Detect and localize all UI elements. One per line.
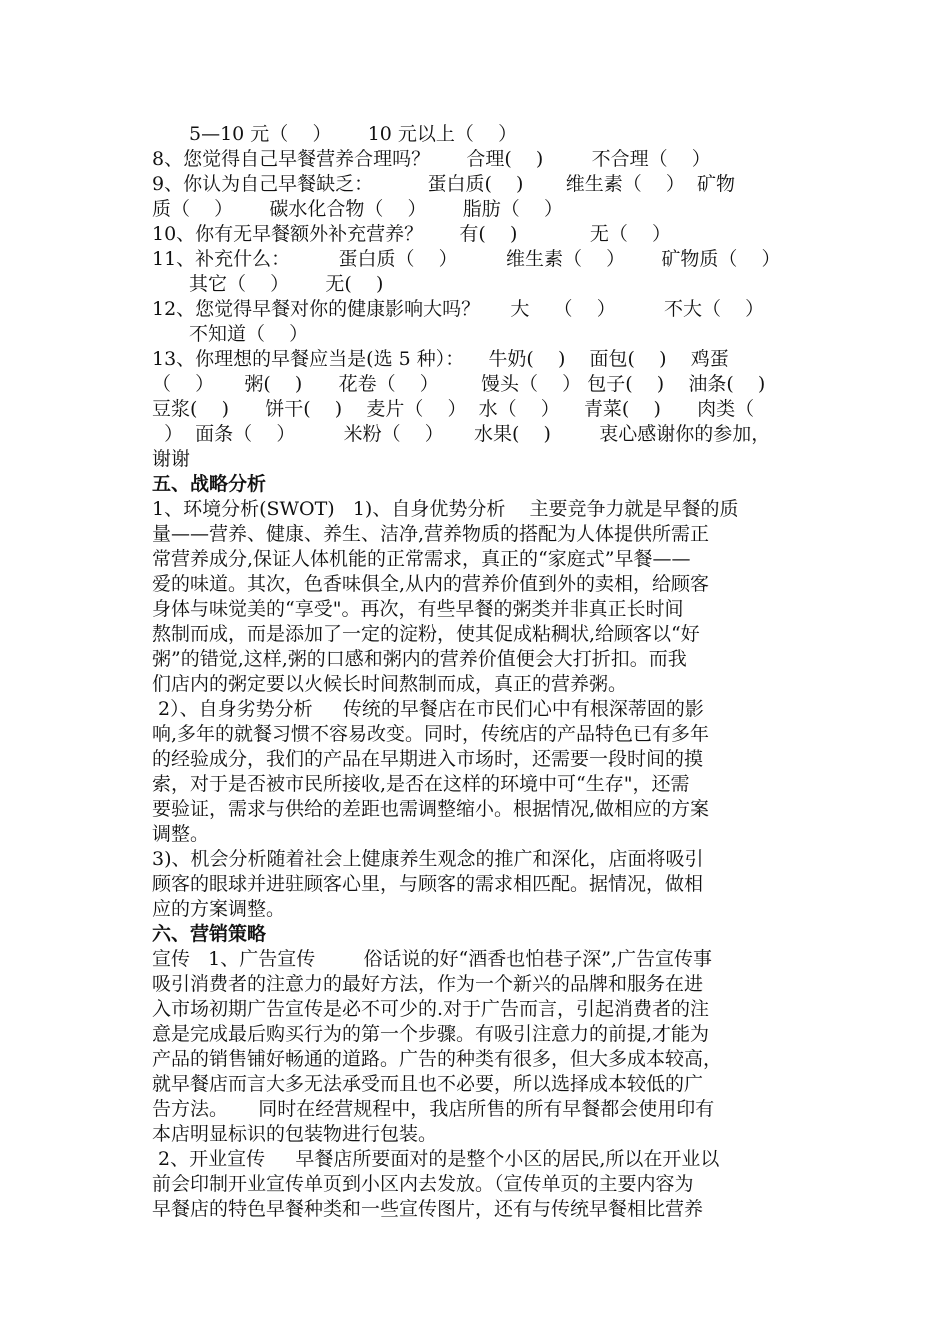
section-6-paragraph-2 [152,1147,812,1222]
paragraph-line: 意是完成最后购买行为的第一个步骤。有吸引注意力的前提,才能为 [152,1023,710,1045]
survey-q12-line1: 12、您觉得早餐对你的健康影响大吗？ 大 （ ） 不大（ ） [152,298,765,320]
paragraph-line: 的经验成分，我们的产品在早期进入市场时，还需要一段时间的摸 [152,748,704,770]
section-5-paragraph-2 [152,697,812,847]
section-6-paragraph-1 [152,947,812,1147]
survey-q13-line3: 豆浆( ) 饼干( ) 麦片（ ） 水（ ） 青菜( ) 肉类（ [152,398,755,420]
section-5-heading: 五、战略分析 [152,473,267,495]
survey-q13-line5: 谢谢 [152,448,191,470]
survey-q8: 8、您觉得自己早餐营养合理吗？ 合理( ) 不合理（ ） [152,148,711,170]
paragraph-line: 3)、机会分析随着社会上健康养生观念的推广和深化，店面将吸引 [152,848,704,870]
paragraph-line: 吸引消费者的注意力的最好方法，作为一个新兴的品牌和服务在进 [152,973,704,995]
paragraph-line: 前会印制开业宣传单页到小区内去发放。（宣传单页的主要内容为 [152,1173,694,1195]
section-5-paragraph-3 [152,847,812,922]
paragraph-line: 告方法。 同时在经营规程中，我店所售的所有早餐都会使用印有 [152,1098,715,1120]
paragraph-line: 就早餐店而言大多无法承受而且也不必要，所以选择成本较低的广 [152,1073,704,1095]
survey-q11-line2: 其它（ ） 无( ) [189,273,384,295]
paragraph-line: 顾客的眼球并进驻顾客心里，与顾客的需求相匹配。据情况，做相 [152,873,704,895]
paragraph-line: 索，对于是否被市民所接收,是否在这样的环境中可“生存"，还需 [152,773,690,795]
paragraph-line: 2、开业宣传 早餐店所要面对的是整个小区的居民,所以在开业以 [152,1148,720,1170]
paragraph-line: 要验证，需求与供给的差距也需调整缩小。根据情况,做相应的方案 [152,798,710,820]
paragraph-line: 响,多年的就餐习惯不容易改变。同时，传统店的产品特色已有多年 [152,723,710,745]
paragraph-line: 们店内的粥定要以火候长时间熬制而成，真正的营养粥。 [152,673,628,695]
survey-q13-line4: ） 面条（ ） 米粉（ ） 水果( ) 衷心感谢你的参加， [152,423,771,445]
paragraph-line: 2）、自身劣势分析 传统的早餐店在市民们心中有根深蒂固的影 [152,698,704,720]
paragraph-line: 宣传 1、广告宣传 俗话说的好“酒香也怕巷子深”,广告宣传事 [152,948,712,970]
paragraph-line: 应的方案调整。 [152,898,286,920]
survey-q7-continued: 5—10 元（ ） 10 元以上（ ） [189,123,518,145]
paragraph-line: 早餐店的特色早餐种类和一些宣传图片，还有与传统早餐相比营养 [152,1198,704,1220]
section-6-heading: 六、营销策略 [152,923,267,945]
paragraph-line: 量——营养、健康、养生、洁净,营养物质的搭配为人体提供所需正 [152,523,710,545]
section-5-paragraph-1 [152,497,812,697]
survey-q10: 10、你有无早餐额外补充营养？ 有( ) 无（ ） [152,223,672,245]
paragraph-line: 入市场初期广告宣传是必不可少的.对于广告而言，引起消费者的注 [152,998,710,1020]
paragraph-line: 身体与味觉美的“享受"。再次，有些早餐的粥类并非真正长时间 [152,598,684,620]
paragraph-line: 本店明显标识的包装物进行包装。 [152,1123,438,1145]
paragraph-line: 粥”的错觉,这样,粥的口感和粥内的营养价值便会大打折扣。而我 [152,648,687,670]
paragraph-line: 调整。 [152,823,210,845]
survey-q12-line2: 不知道（ ） [189,323,309,345]
paragraph-line: 熬制而成，而是添加了一定的淀粉，使其促成粘稠状,给顾客以“好 [152,623,700,645]
survey-q13-line2: （ ） 粥( ) 花卷（ ） 馒头（ ） 包子( ) 油条( ) [152,373,766,395]
paragraph-line: 爱的味道。其次，色香味俱全,从内的营养价值到外的卖相，给顾客 [152,573,710,595]
survey-q11-line1: 11、补充什么： 蛋白质（ ） 维生素（ ） 矿物质（ ） [152,248,781,270]
paragraph-line: 产品的销售铺好畅通的道路。广告的种类有很多，但大多成本较高， [152,1048,723,1070]
paragraph-line: 常营养成分,保证人体机能的正常需求，真正的“家庭式”早餐—— [152,548,691,570]
survey-q13-line1: 13、你理想的早餐应当是(选 5 种）： 牛奶( ) 面包( ) 鸡蛋 [152,348,729,370]
paragraph-line: 1、环境分析(SWOT) 1)、自身优势分析 主要竞争力就是早餐的质 [152,498,739,520]
survey-q9-line2: 质（ ） 碳水化合物（ ） 脂肪（ ） [152,198,563,220]
survey-q9-line1: 9、你认为自己早餐缺乏： 蛋白质( ) 维生素（ ） 矿物 [152,173,735,195]
document-page [152,122,812,1222]
